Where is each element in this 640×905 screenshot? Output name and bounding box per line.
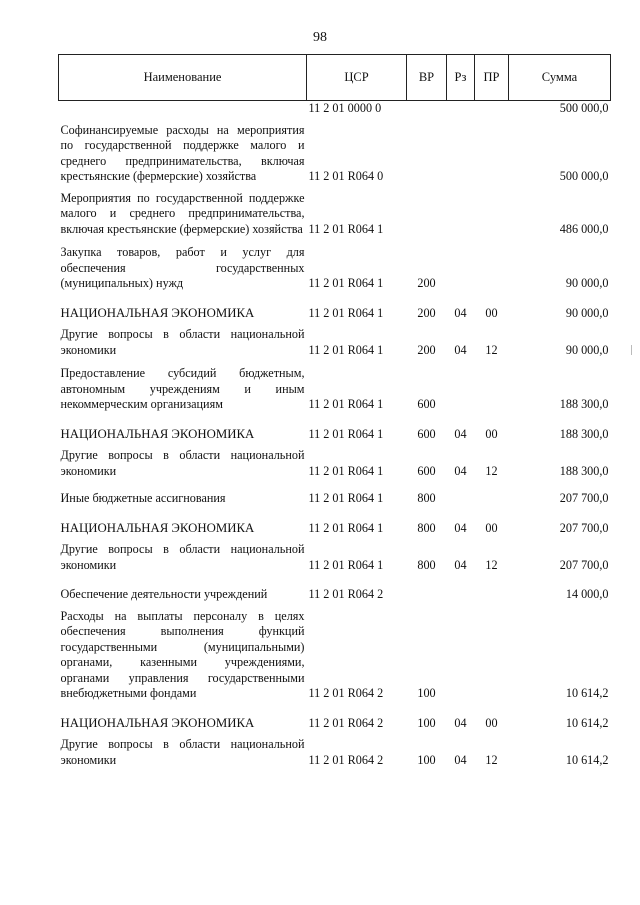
table-row [59,702,611,732]
table-row [59,358,611,413]
cell-csr: 11 2 01 R064 1 [308,520,384,535]
cell-sum: 90 000,0 [565,276,609,290]
cell-pr [475,117,509,185]
cell-sum: 10 614,2 [565,752,609,767]
cell-pr [475,358,509,413]
cell-rz [447,358,475,413]
cell-sum: 14 000,0 [565,587,609,601]
cell-vr: 800 [417,557,436,572]
table-row [59,479,611,507]
cell-rz: 04 [454,557,467,572]
cell-csr: 11 2 01 R064 1 [308,276,384,290]
cell-name: Другие вопросы в области национальной экономики [60,448,305,478]
cell-name: НАЦИОНАЛЬНАЯ ЭКОНОМИКА [60,426,255,441]
margin-mark [631,345,632,355]
cell-name: Обеспечение деятельности учреждений [60,587,268,601]
cell-rz: 04 [454,520,467,535]
cell-name: Иные бюджетные ассигнования [60,491,226,505]
cell-rz: 04 [454,752,467,767]
table-row [59,117,611,185]
cell-csr: 11 2 01 R064 1 [308,426,384,441]
cell-vr: 800 [417,491,436,505]
cell-vr: 200 [417,305,436,320]
cell-vr: 800 [417,520,436,535]
cell-sum: 207 700,0 [559,491,609,505]
column-header-pr: ПР [475,55,509,101]
cell-name: Мероприятия по государственной поддержке малого и среднего предпринимательства, включая крестьянские (фермерские) хозяйства [60,190,305,236]
cell-pr: 12 [485,752,498,767]
column-header-vr: ВР [407,55,447,101]
cell-pr [475,101,509,117]
cell-name: НАЦИОНАЛЬНАЯ ЭКОНОМИКА [60,305,255,320]
table-row [59,442,611,479]
cell-csr: 11 2 01 R064 1 [308,342,384,357]
cell-csr: 11 2 01 R064 1 [308,491,384,505]
cell-name: Предоставление субсидий бюджетным, автономным учреждениям и иным некоммерческим организациям [60,366,305,411]
cell-rz [447,479,475,507]
cell-sum: 10 614,2 [565,715,609,730]
cell-sum: 500 000,0 [559,169,609,183]
table-row [59,321,611,358]
cell-name: Другие вопросы в области национальной экономики [60,542,305,572]
cell-name: Другие вопросы в области национальной экономики [60,327,305,357]
cell-csr: 11 2 01 R064 1 [308,305,384,320]
cell-pr [475,573,509,603]
table-row [59,101,611,117]
cell-rz: 04 [454,305,467,320]
cell-name: Другие вопросы в области национальной экономики [60,737,305,767]
cell-pr: 00 [485,305,498,320]
column-header-rz: Рз [447,55,475,101]
cell-rz [447,237,475,292]
column-header-name: Наименование [59,55,307,101]
cell-rz [447,117,475,185]
cell-pr [475,603,509,702]
table-row [59,185,611,238]
cell-pr [475,479,509,507]
cell-csr: 11 2 01 R064 2 [308,752,384,767]
column-header-csr: ЦСР [307,55,407,101]
cell-csr: 11 2 01 R064 1 [308,557,384,572]
cell-pr [475,237,509,292]
cell-vr [407,117,447,185]
cell-name: Расходы на выплаты персоналу в целях обеспечения выполнения функций государственными (муниципальными) органами, казенными учреждениями, органами управления государственными внебюджетными фондами [60,608,305,700]
cell-csr: 11 2 01 R064 1 [308,397,384,411]
cell-vr: 100 [417,686,436,700]
table-row [59,292,611,322]
cell-pr: 00 [485,715,498,730]
cell-rz: 04 [454,426,467,441]
cell-csr: 11 2 01 R064 1 [308,463,384,478]
cell-sum: 188 300,0 [559,463,609,478]
cell-sum: 500 000,0 [559,101,609,115]
cell-csr: 11 2 01 R064 1 [308,221,384,236]
cell-rz [447,603,475,702]
cell-sum: 188 300,0 [559,397,609,411]
cell-sum: 486 000,0 [559,221,609,236]
cell-name: НАЦИОНАЛЬНАЯ ЭКОНОМИКА [60,715,255,730]
cell-csr: 11 2 01 0000 0 [308,101,382,115]
cell-vr: 100 [417,752,436,767]
cell-vr: 600 [417,397,436,411]
cell-vr: 200 [417,342,436,357]
page-number: 98 [313,30,327,45]
cell-rz [447,573,475,603]
cell-pr [475,185,509,238]
cell-sum: 90 000,0 [565,342,609,357]
cell-name [59,101,307,117]
cell-pr: 12 [485,557,498,572]
cell-vr: 100 [417,715,436,730]
cell-csr: 11 2 01 R064 2 [308,715,384,730]
cell-pr: 00 [485,520,498,535]
cell-sum: 207 700,0 [559,557,609,572]
cell-csr: 11 2 01 R064 2 [308,686,384,700]
cell-rz [447,101,475,117]
table-row [59,237,611,292]
table-body [59,101,611,769]
table-row [59,507,611,537]
cell-vr: 600 [417,426,436,441]
cell-sum: 90 000,0 [565,305,609,320]
cell-vr [407,185,447,238]
cell-pr: 12 [485,342,498,357]
cell-vr: 200 [417,276,436,290]
cell-vr: 600 [417,463,436,478]
cell-sum: 188 300,0 [559,426,609,441]
cell-pr: 12 [485,463,498,478]
cell-vr [407,101,447,117]
table-row [59,731,611,768]
cell-rz: 04 [454,463,467,478]
cell-rz: 04 [454,342,467,357]
table-row [59,603,611,702]
cell-csr: 11 2 01 R064 0 [308,169,384,183]
budget-table [58,54,611,768]
cell-vr [407,573,447,603]
cell-rz [447,185,475,238]
cell-sum: 207 700,0 [559,520,609,535]
column-header-sum: Сумма [509,55,611,101]
table-row [59,573,611,603]
cell-name: Закупка товаров, работ и услуг для обеспечения государственных (муниципальных) нужд [60,245,305,290]
cell-pr: 00 [485,426,498,441]
cell-rz: 04 [454,715,467,730]
cell-name: Софинансируемые расходы на мероприятия по государственной поддержке малого и среднего предпринимательства, включая крестьянские (фермерские) хозяйства [60,122,305,183]
table-header-row [59,55,611,101]
table-row [59,536,611,573]
cell-name: НАЦИОНАЛЬНАЯ ЭКОНОМИКА [60,520,255,535]
table-row [59,413,611,443]
cell-sum: 10 614,2 [565,686,609,700]
cell-csr: 11 2 01 R064 2 [308,587,384,601]
